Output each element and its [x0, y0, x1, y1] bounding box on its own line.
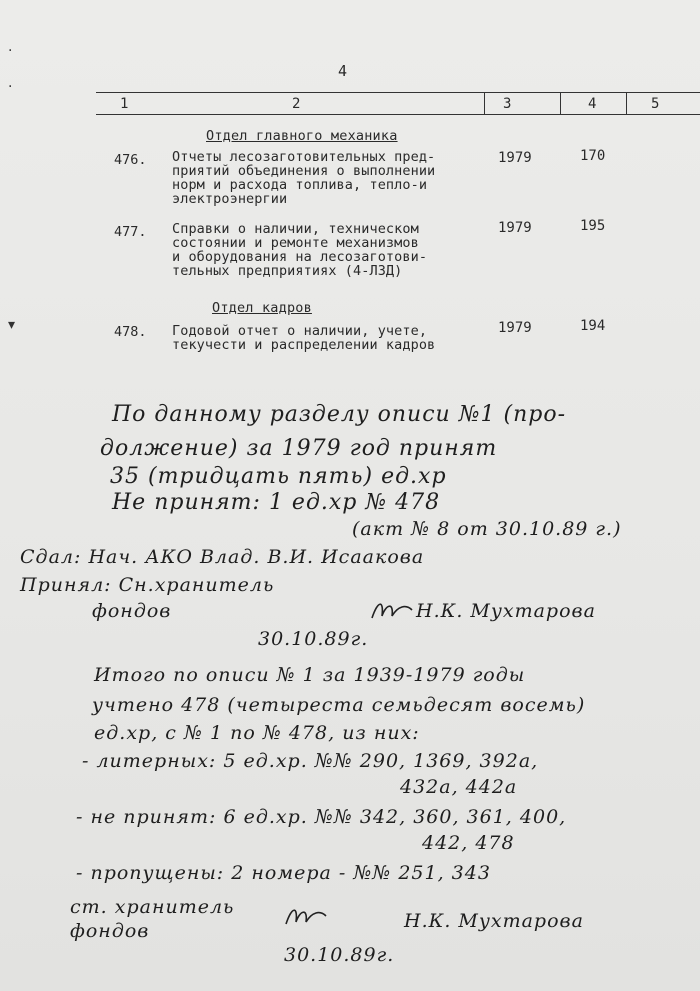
- handwritten-line: - пропущены: 2 номера - №№ 251, 343: [76, 862, 491, 884]
- handwritten-line: (акт № 8 от 30.10.89 г.): [352, 518, 622, 540]
- handwritten-line: должение) за 1979 год принят: [100, 436, 498, 461]
- row-title: Справки о наличии, техническом состоянии и ремонте механизмов и оборудования на лесозаготови- тельных предприятиях (4-ЛЗД): [172, 221, 428, 279]
- page-number: 4: [338, 62, 348, 80]
- handwritten-line: 35 (тридцать пять) ед.хр: [110, 464, 447, 489]
- column-divider: [626, 92, 627, 114]
- handwritten-line: 30.10.89г.: [284, 944, 395, 966]
- handwritten-line: Не принят: 1 ед.хр № 478: [112, 490, 441, 515]
- column-header: 3: [503, 96, 512, 112]
- section-heading: Отдел кадров: [212, 300, 312, 316]
- table-header-top-rule: [96, 92, 700, 93]
- row-count: 194: [580, 318, 606, 334]
- punch-mark-icon: ▾: [8, 317, 16, 333]
- handwritten-line: фондов: [70, 920, 150, 942]
- handwritten-line: Итого по описи № 1 за 1939-1979 годы: [94, 664, 526, 686]
- column-divider: [484, 92, 485, 114]
- handwritten-line: - не принят: 6 ед.хр. №№ 342, 360, 361, 400,: [76, 806, 567, 828]
- column-divider: [560, 92, 561, 114]
- column-header: 5: [651, 96, 660, 112]
- handwritten-line: фондов: [92, 600, 172, 622]
- column-header: 1: [120, 96, 129, 112]
- signature-icon: [282, 902, 330, 930]
- handwritten-line: - литерных: 5 ед.хр. №№ 290, 1369, 392а,: [82, 750, 539, 772]
- handwritten-line: ст. хранитель: [70, 896, 235, 918]
- row-number: 477.: [114, 224, 147, 240]
- handwritten-line: Сдал: Нач. АКО Влад. В.И. Исаакова: [20, 546, 425, 568]
- row-year: 1979: [498, 320, 532, 336]
- handwritten-line: По данному разделу описи №1 (про-: [112, 402, 567, 427]
- row-count: 170: [580, 148, 606, 164]
- row-title: Отчеты лесозаготовительных пред- приятий объединения о выполнении норм и расхода топлива, тепло-и электроэнергии: [172, 149, 436, 207]
- row-year: 1979: [498, 150, 532, 166]
- table-header-bottom-rule: [96, 114, 700, 115]
- handwritten-line: Н.К. Мухтарова: [416, 600, 596, 622]
- punch-mark-icon: ·: [8, 43, 13, 59]
- handwritten-line: Принял: Сн.хранитель: [20, 574, 275, 596]
- signature-icon: [368, 596, 416, 624]
- section-heading: Отдел главного механика: [206, 128, 398, 144]
- handwritten-line: ед.хр, с № 1 по № 478, из них:: [94, 722, 420, 744]
- row-title: Годовой отчет о наличии, учете, текучести и распределении кадров: [172, 323, 436, 353]
- handwritten-line: 30.10.89г.: [258, 628, 369, 650]
- handwritten-line: учтено 478 (четыреста семьдесят восемь): [92, 694, 586, 716]
- row-number: 478.: [114, 324, 147, 340]
- column-header: 2: [292, 96, 301, 112]
- punch-mark-icon: ·: [8, 79, 13, 95]
- row-number: 476.: [114, 152, 147, 168]
- column-header: 4: [588, 96, 597, 112]
- handwritten-line: 432а, 442а: [400, 776, 518, 798]
- row-count: 195: [580, 218, 606, 234]
- row-year: 1979: [498, 220, 532, 236]
- handwritten-line: 442, 478: [422, 832, 515, 854]
- handwritten-line: Н.К. Мухтарова: [404, 910, 584, 932]
